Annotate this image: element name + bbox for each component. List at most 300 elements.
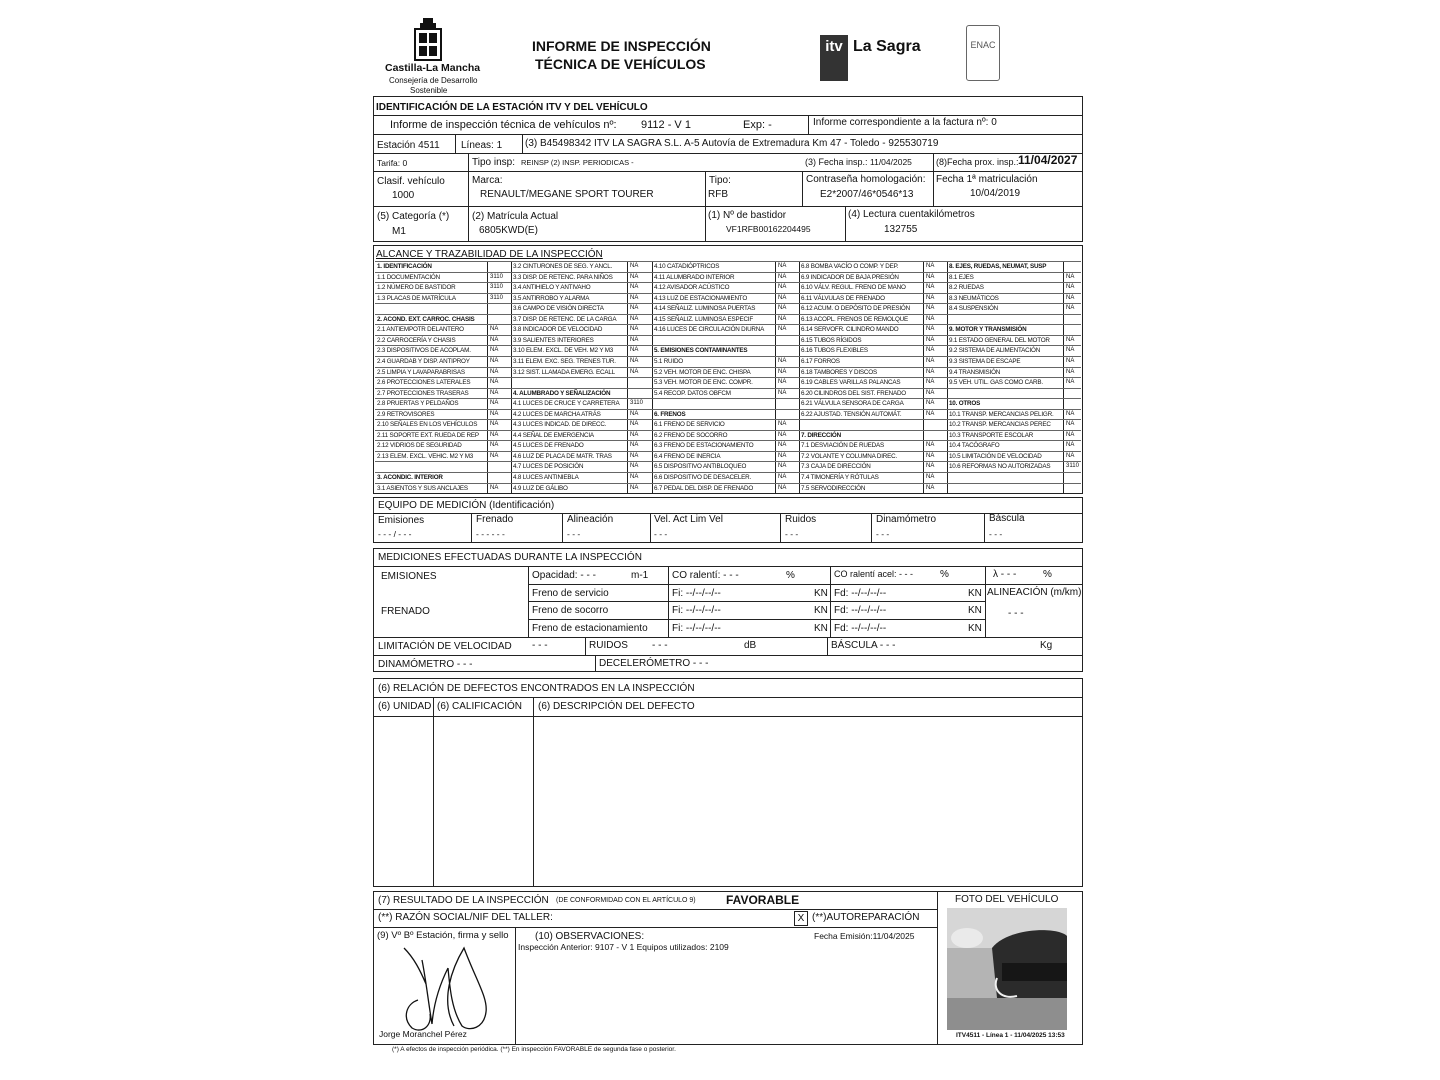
fecha-prox-label: (8)Fecha prox. insp.: <box>936 157 1019 167</box>
alcance-item: 4.16 LUCES DE CIRCULACIÓN DIURNA <box>654 325 765 333</box>
alcance-item-code: NA <box>490 411 499 417</box>
defectos-descripcion: (6) DESCRIPCIÓN DEL DEFECTO <box>538 701 695 712</box>
med-kn-4: KN <box>968 588 982 599</box>
alcance-item: 4.13 LUZ DE ESTACIONAMIENTO <box>654 294 748 302</box>
alcance-item-code: NA <box>490 421 499 427</box>
alcance-item: 2. ACOND. EXT. CARROC. CHASIS <box>377 315 475 323</box>
alcance-item: 6.12 ACUM. O DEPÓSITO DE PRESIÓN <box>801 304 910 312</box>
alcance-item: 3. ACONDIC. INTERIOR <box>377 473 443 481</box>
alcance-item: 2.5 LIMPIA Y LAVAPARABRISAS <box>377 368 465 376</box>
alcance-item: 6.16 TUBOS FLEXIBLES <box>801 346 868 354</box>
alcance-item-code: NA <box>778 421 787 427</box>
med-ruidos-value: - - - <box>652 640 668 651</box>
alcance-item: 3.3 DISP. DE RETENC. PARA NIÑOS <box>513 273 613 281</box>
med-lambda-unit: % <box>1043 569 1052 580</box>
alcance-item: 4.14 SEÑALIZ. LUMINOSA PUERTAS <box>654 304 756 312</box>
signature-icon <box>392 940 502 1038</box>
med-co-ralenti-unit: % <box>786 570 795 581</box>
alcance-item: 4.9 LUZ DE GÁLIBO <box>513 484 568 492</box>
med-dinamometro: DINAMÓMETRO - - - <box>378 659 473 670</box>
alcance-item-code: NA <box>926 485 935 491</box>
alcance-item: 7. DIRECCIÓN <box>801 431 841 439</box>
alcance-item: 7.2 VOLANTE Y COLUMNA DIREC. <box>801 452 897 460</box>
brand-name: La Sagra <box>853 38 921 55</box>
alcance-item-code: NA <box>1066 379 1075 385</box>
alcance-item-code: NA <box>630 463 639 469</box>
alcance-item: 6.9 INDICADOR DE BAJA PRESIÓN <box>801 273 899 281</box>
ident-section-title: IDENTIFICACIÓN DE LA ESTACIÓN ITV Y DEL VEHÍCULO <box>376 102 648 113</box>
alcance-item-code: NA <box>778 379 787 385</box>
alcance-item: 5.4 RECOP. DATOS OBFCM <box>654 389 731 397</box>
invoice-number: Informe correspondiente a la factura nº: 0 <box>813 117 997 128</box>
matricula-label: (2) Matrícula Actual <box>472 211 559 222</box>
alcance-item-code: NA <box>926 337 935 343</box>
defectos-unidad: (6) UNIDAD <box>378 701 432 712</box>
alcance-item-code: NA <box>490 400 499 406</box>
alcance-item: 2.10 SEÑALES EN LOS VEHÍCULOS <box>377 420 478 428</box>
contrasena-label: Contraseña homologación: <box>806 174 926 185</box>
alcance-item: 2.9 RETROVISORES <box>377 410 435 418</box>
resultado-label: (7) RESULTADO DE LA INSPECCIÓN <box>378 895 549 906</box>
alcance-item-code: NA <box>778 326 787 332</box>
med-opacidad-unit: m-1 <box>631 570 649 581</box>
alcance-item: 10.5 LIMITACIÓN DE VELOCIDAD <box>949 452 1042 460</box>
alcance-item-code: NA <box>778 316 787 322</box>
alcance-item-code: NA <box>1066 421 1075 427</box>
alcance-item: 9.3 SISTEMA DE ESCAPE <box>949 357 1021 365</box>
alcance-item: 10. OTROS <box>949 399 981 407</box>
alcance-item-code: NA <box>778 432 787 438</box>
alcance-item: 8.1 EJES <box>949 273 974 281</box>
alcance-item-code: NA <box>630 337 639 343</box>
equipo-emisiones-label: Emisiones <box>378 515 425 526</box>
alcance-item: 4.15 SEÑALIZ. LUMINOSA ESPECIF <box>654 315 753 323</box>
region-name: Castilla-La Mancha <box>385 62 481 74</box>
alcance-item-code: NA <box>630 411 639 417</box>
report-number: 9112 - V 1 <box>641 119 691 131</box>
photo-caption: ITV4511 - Línea 1 - 11/04/2025 13:53 <box>956 1032 1065 1039</box>
med-ruidos: RUIDOS <box>589 640 628 651</box>
alcance-item: 3.7 DISP. DE RETENC. DE LA CARGA <box>513 315 617 323</box>
alcance-item-code: NA <box>490 358 499 364</box>
tipo-value: RFB <box>708 189 728 200</box>
alcance-item: 10.4 TACÓGRAFO <box>949 441 1000 449</box>
equipo-vel-label: Vel. Act Lim Vel <box>654 514 723 525</box>
equipo-ruidos-label: Ruidos <box>785 514 817 525</box>
alcance-item-code: NA <box>490 369 499 375</box>
alcance-item: 4.7 LUCES DE POSICIÓN <box>513 462 584 470</box>
alcance-item-code: NA <box>630 358 639 364</box>
alcance-item: 4.1 LUCES DE CRUCE Y CARRETERA <box>513 399 620 407</box>
alcance-item-code: NA <box>926 316 935 322</box>
alcance-item-code: NA <box>630 453 639 459</box>
alcance-item-code: NA <box>778 369 787 375</box>
alcance-item: 9.4 TRANSMISIÓN <box>949 368 1001 376</box>
med-kn-2: KN <box>814 605 828 616</box>
alcance-item: 5. EMISIONES CONTAMINANTES <box>654 346 748 354</box>
alcance-item-code: NA <box>1066 453 1075 459</box>
alcance-item: 10.6 REFORMAS NO AUTORIZADAS <box>949 462 1051 470</box>
alcance-item-code: NA <box>778 442 787 448</box>
alcance-item-code: NA <box>630 326 639 332</box>
alcance-item-code: 3110 <box>1066 463 1079 469</box>
alcance-item: 6.18 TAMBORES Y DISCOS <box>801 368 877 376</box>
alcance-item-code: NA <box>490 390 499 396</box>
med-co-acel: CO ralentí acel: - - - <box>834 569 914 579</box>
alcance-item-code: NA <box>778 358 787 364</box>
alcance-item-code: NA <box>630 295 639 301</box>
alcance-item-code: NA <box>778 305 787 311</box>
alcance-item: 4. ALUMBRADO Y SEÑALIZACIÓN <box>513 389 611 397</box>
equipo-emisiones-value: - - - / - - - <box>378 529 412 539</box>
alcance-item-code: NA <box>926 284 935 290</box>
observaciones-label: (10) OBSERVACIONES: <box>535 931 645 942</box>
alcance-item-code: NA <box>1066 284 1075 290</box>
alcance-item: 6. FRENOS <box>654 410 686 418</box>
alcance-item-code: NA <box>1066 432 1075 438</box>
alcance-item-code: NA <box>1066 442 1075 448</box>
alcance-item-code: NA <box>630 274 639 280</box>
equipo-alineacion-label: Alineación <box>567 514 614 525</box>
alcance-item: 4.10 CATADIÓPTRICOS <box>654 262 720 270</box>
alcance-item-code: NA <box>926 453 935 459</box>
alcance-item-code: NA <box>630 369 639 375</box>
clasif-value: 1000 <box>392 190 415 201</box>
lectura-label: (4) Lectura cuentakilómetros <box>848 209 975 220</box>
med-frenado: FRENADO <box>381 606 430 617</box>
alcance-item-code: NA <box>778 274 787 280</box>
alcance-item-code: NA <box>630 474 639 480</box>
alcance-item-code: NA <box>1066 358 1075 364</box>
alcance-item-code: NA <box>630 305 639 311</box>
alcance-item-code: NA <box>778 485 787 491</box>
castilla-la-mancha-crest-icon <box>414 18 442 62</box>
alcance-item: 8.3 NEUMÁTICOS <box>949 294 999 302</box>
alcance-item: 2.13 ELEM. EXCL. VEHIC. M2 Y M3 <box>377 452 474 460</box>
alcance-item-code: NA <box>630 442 639 448</box>
alcance-item-code: NA <box>926 411 935 417</box>
alcance-item: 3.5 ANTIRROBO Y ALARMA <box>513 294 590 302</box>
alcance-item-code: NA <box>926 400 935 406</box>
alcance-item-code: NA <box>778 474 787 480</box>
report-label: Informe de inspección técnica de vehículos nº: <box>390 119 617 131</box>
alcance-item-code: 3110 <box>490 274 503 280</box>
tipo-insp-value: REINSP (2) INSP. PERIODICAS - <box>521 158 634 167</box>
alcance-item: 2.4 GUARDAB Y DISP. ANTIPROY <box>377 357 470 365</box>
alcance-item: 5.3 VEH. MOTOR DE ENC. COMPR. <box>654 378 753 386</box>
alcance-item: 2.7 PROTECCIONES TRASERAS <box>377 389 469 397</box>
alcance-item-code: NA <box>1066 347 1075 353</box>
alcance-item-code: NA <box>926 347 935 353</box>
equipo-title: EQUIPO DE MEDICIÓN (Identificación) <box>378 500 555 511</box>
equipo-ruidos-value: - - - <box>785 529 799 539</box>
alcance-item: 6.20 CILINDROS DEL SIST. FRENADO <box>801 389 906 397</box>
alcance-item-code: NA <box>1066 295 1075 301</box>
alcance-item: 7.4 TIMONERÍA Y RÓTULAS <box>801 473 879 481</box>
resultado-note: (DE CONFORMIDAD CON EL ARTÍCULO 9) <box>556 897 696 904</box>
alcance-item: 6.13 ACOPL. FRENOS DE REMOLQUE <box>801 315 909 323</box>
defectos-title: (6) RELACIÓN DE DEFECTOS ENCONTRADOS EN LA INSPECCIÓN <box>378 683 695 694</box>
alcance-item: 10.1 TRANSP. MERCANCIAS PELIGR. <box>949 410 1054 418</box>
alcance-item: 7.5 SERVODIRECCIÓN <box>801 484 866 492</box>
alcance-item: 2.3 DISPOSITIVOS DE ACOPLAM. <box>377 346 471 354</box>
vehicle-photo <box>947 908 1067 1030</box>
med-co-ralenti: CO ralentí: - - - <box>672 570 739 581</box>
alcance-item-code: NA <box>926 442 935 448</box>
alcance-item: 3.8 INDICADOR DE VELOCIDAD <box>513 325 603 333</box>
fecha-mat-label: Fecha 1ª matriculación <box>936 174 1038 185</box>
med-kn-6: KN <box>968 623 982 634</box>
autoreparacion-checkbox[interactable]: X <box>794 911 808 926</box>
alcance-item: 3.4 ANTIHIELO Y ANTIVAHO <box>513 283 591 291</box>
med-fi-socorro: Fi: --/--/--/-- <box>672 605 721 616</box>
alcance-item-code: NA <box>490 379 499 385</box>
alcance-item: 3.9 SALIENTES INTERIORES <box>513 336 594 344</box>
alcance-item-code: NA <box>630 347 639 353</box>
company-info: (3) B45498342 ITV LA SAGRA S.L. A-5 Autovía de Extremadura Km 47 - Toledo - 925530719 <box>525 138 939 149</box>
alcance-item: 6.8 BOMBA VACÍO O COMP. Y DEP. <box>801 262 899 270</box>
alcance-item: 4.5 LUCES DE FRENADO <box>513 441 584 449</box>
alcance-item-code: NA <box>490 347 499 353</box>
alcance-item: 10.2 TRANSP. MERCANCIAS PEREC <box>949 420 1051 428</box>
med-alineacion: ALINEACIÓN (m/km) <box>987 587 1082 598</box>
lines-count: Líneas: 1 <box>461 140 503 151</box>
alcance-item: 6.2 FRENO DE SOCORRO <box>654 431 728 439</box>
alcance-item-code: NA <box>1066 337 1075 343</box>
med-bascula-unit: Kg <box>1040 640 1053 651</box>
alcance-item-code: NA <box>778 295 787 301</box>
fecha-mat-value: 10/04/2019 <box>970 188 1021 199</box>
alcance-item-code: 3110 <box>490 284 503 290</box>
alcance-item: 8. EJES, RUEDAS, NEUMAT, SUSP <box>949 262 1047 270</box>
alcance-item: 2.2 CARROCERÍA Y CHASIS <box>377 336 456 344</box>
alcance-item-code: NA <box>490 432 499 438</box>
alcance-item: 3.12 SIST. LLAMADA EMERG. ECALL <box>513 368 615 376</box>
alcance-item: 1.3 PLACAS DE MATRÍCULA <box>377 294 456 302</box>
alcance-item-code: NA <box>778 453 787 459</box>
alcance-item-code: NA <box>926 474 935 480</box>
alcance-item: 6.17 FORROS <box>801 357 840 365</box>
med-bascula: BÁSCULA - - - <box>831 640 896 651</box>
alcance-item: 3.2 CINTURONES DE SEG. Y ANCL. <box>513 262 613 270</box>
alcance-item: 4.6 LUZ DE PLACA DE MATR. TRAS <box>513 452 612 460</box>
alcance-item: 5.2 VEH. MOTOR DE ENC. CHISPA <box>654 368 751 376</box>
alcance-item-code: NA <box>778 463 787 469</box>
footnote: (*) A efectos de inspección periódica. (**) En inspección FAVORABLE de segunda fase o posterior. <box>392 1046 676 1053</box>
med-fd-servicio: Fd: --/--/--/-- <box>834 588 887 599</box>
med-limitacion-value: - - - <box>532 640 548 651</box>
alcance-item: 2.6 PROTECCIONES LATERALES <box>377 378 471 386</box>
station-id: Estación 4511 <box>377 140 440 151</box>
alcance-item: 4.4 SEÑAL DE EMERGENCIA <box>513 431 594 439</box>
equipo-frenado-label: Frenado <box>476 514 514 525</box>
alcance-item-code: NA <box>630 263 639 269</box>
alcance-item-code: NA <box>1066 305 1075 311</box>
alcance-item: 4.2 LUCES DE MARCHA ATRÁS <box>513 410 601 418</box>
alcance-item-code: NA <box>926 463 935 469</box>
alcance-item: 1.2 NÚMERO DE BASTIDOR <box>377 283 456 291</box>
alcance-item-code: NA <box>926 369 935 375</box>
marca-value: RENAULT/MEGANE SPORT TOURER <box>480 189 654 200</box>
alcance-item: 9.1 ESTADO GENERAL DEL MOTOR <box>949 336 1050 344</box>
alcance-item-code: NA <box>926 358 935 364</box>
alcance-item-code: NA <box>778 263 787 269</box>
alcance-item: 4.12 AVISADOR ACÚSTICO <box>654 283 730 291</box>
alcance-item: 6.1 FRENO DE SERVICIO <box>654 420 725 428</box>
region-sub2: Sostenible <box>410 86 448 95</box>
med-kn-3: KN <box>814 623 828 634</box>
alcance-item: 9. MOTOR Y TRANSMISIÓN <box>949 325 1027 333</box>
foto-title: FOTO DEL VEHÍCULO <box>955 894 1059 905</box>
alcance-item-code: NA <box>490 326 499 332</box>
contrasena-value: E2*2007/46*0546*13 <box>820 189 914 200</box>
lectura-value: 132755 <box>884 224 918 235</box>
enac-seal: ENAC <box>966 25 1000 81</box>
clasif-label: Clasif. vehículo <box>377 176 445 187</box>
med-freno-socorro: Freno de socorro <box>532 605 609 616</box>
categoria-label: (5) Categoría (*) <box>377 211 450 222</box>
med-decelerometro: DECELERÓMETRO - - - <box>599 658 709 669</box>
autoreparacion-label: (**)AUTOREPARACIÓN <box>812 912 920 923</box>
alcance-item-code: NA <box>630 316 639 322</box>
alcance-item: 2.1 ANTIEMPOTR DELANTERO <box>377 325 464 333</box>
alcance-item-code: NA <box>778 390 787 396</box>
alcance-item-code: NA <box>1066 411 1075 417</box>
equipo-bascula-label: Báscula <box>989 513 1025 524</box>
taller-label: (**) RAZÓN SOCIAL/NIF DEL TALLER: <box>378 912 553 923</box>
equipo-vel-value: - - - <box>654 529 668 539</box>
fecha-insp: 11/04/2025 <box>870 157 912 167</box>
categoria-value: M1 <box>392 226 406 237</box>
alcance-item: 3.6 CAMPO DE VISIÓN DIRECTA <box>513 304 604 312</box>
alcance-item: 6.14 SERVOFR. CILINDRO MANDO <box>801 325 899 333</box>
alcance-item: 1. IDENTIFICACIÓN <box>377 262 432 270</box>
med-fd-estacionamiento: Fd: --/--/--/-- <box>834 623 887 634</box>
marca-label: Marca: <box>472 175 503 186</box>
tarifa: Tarifa: 0 <box>377 158 408 168</box>
med-co-acel-unit: % <box>940 569 949 580</box>
alcance-item-code: NA <box>926 305 935 311</box>
alcance-item: 3.1 ASIENTOS Y SUS ANCLAJES <box>377 484 468 492</box>
car-photo-icon <box>947 908 1067 1030</box>
alcance-title: ALCANCE Y TRAZABILIDAD DE LA INSPECCIÓN <box>376 249 603 260</box>
alcance-item: 7.1 DESVIACIÓN DE RUEDAS <box>801 441 885 449</box>
alcance-item-code: NA <box>926 379 935 385</box>
alcance-item-code: 3110 <box>490 295 503 301</box>
observaciones-text: Inspección Anterior: 9107 - V 1 Equipos utilizados: 2109 <box>518 942 729 952</box>
alcance-item-code: NA <box>630 421 639 427</box>
fecha-prox: 11/04/2027 <box>1018 153 1078 167</box>
mediciones-title: MEDICIONES EFECTUADAS DURANTE LA INSPECCIÓN <box>378 552 642 563</box>
alcance-item-code: NA <box>490 442 499 448</box>
med-opacidad: Opacidad: - - - <box>532 570 596 581</box>
equipo-dinamometro-label: Dinamómetro <box>876 514 937 525</box>
alcance-item: 6.21 VÁLVULA SENSORA DE CARGA <box>801 399 904 407</box>
tipo-insp-label: Tipo insp: <box>472 157 515 168</box>
fecha-insp-label: (3) Fecha insp.: <box>805 157 868 167</box>
alcance-item: 3.10 ELEM. EXCL. DE VEH. M2 Y M3 <box>513 346 614 354</box>
equipo-alineacion-value: - - - <box>567 529 581 539</box>
alcance-item-code: NA <box>926 326 935 332</box>
alcance-item: 9.5 VEH. UTIL. GAS COMO CARB. <box>949 378 1043 386</box>
alcance-item-code: NA <box>926 295 935 301</box>
alcance-item: 8.4 SUSPENSIÓN <box>949 304 998 312</box>
equipo-bascula-value: - - - <box>989 529 1003 539</box>
resultado-value: FAVORABLE <box>726 893 800 907</box>
doc-title-line1: INFORME DE INSPECCIÓN <box>532 38 711 54</box>
bastidor-value: VF1RFB00162204495 <box>726 224 811 234</box>
signer-name: Jorge Moranchel Pérez <box>379 1029 467 1039</box>
alcance-item-code: NA <box>490 337 499 343</box>
bastidor-label: (1) Nº de bastidor <box>708 210 787 221</box>
alcance-item-code: NA <box>1066 274 1075 280</box>
alcance-item-code: NA <box>630 432 639 438</box>
region-sub1: Consejería de Desarrollo <box>389 76 478 85</box>
alcance-item: 5.1 RUIDO <box>654 357 683 365</box>
fecha-emision: Fecha Emisión:11/04/2025 <box>814 931 915 941</box>
alcance-item: 8.2 RUEDAS <box>949 283 984 291</box>
alcance-item: 6.6 DISPOSITIVO DE DESACELER. <box>654 473 752 481</box>
alcance-item-code: NA <box>926 390 935 396</box>
alcance-item-code: NA <box>778 284 787 290</box>
med-limitacion: LIMITACIÓN DE VELOCIDAD <box>378 641 512 652</box>
alcance-item: 4.11 ALUMBRADO INTERIOR <box>654 273 735 281</box>
alcance-item: 4.3 LUCES INDICAD. DE DIRECC. <box>513 420 607 428</box>
alcance-item: 6.22 AJUSTAD. TENSIÓN AUTOMÁT. <box>801 410 902 418</box>
med-fi-servicio: Fi: --/--/--/-- <box>672 588 721 599</box>
tipo-label: Tipo: <box>709 175 731 186</box>
alcance-item-code: 3110 <box>630 400 643 406</box>
alcance-item: 1.1 DOCUMENTACIÓN <box>377 273 440 281</box>
alcance-item: 2.8 PRUERTAS Y PELDAÑOS <box>377 399 459 407</box>
med-fd-socorro: Fd: --/--/--/-- <box>834 605 887 616</box>
med-kn-5: KN <box>968 605 982 616</box>
alcance-item: 6.4 FRENO DE INERCIA <box>654 452 721 460</box>
med-kn-1: KN <box>814 588 828 599</box>
med-freno-estacionamiento: Freno de estacionamiento <box>532 623 648 634</box>
med-fi-estacionamiento: Fi: --/--/--/-- <box>672 623 721 634</box>
med-emisiones: EMISIONES <box>381 571 437 582</box>
matricula-value: 6805KWD(E) <box>479 225 538 236</box>
alcance-item-code: NA <box>926 274 935 280</box>
alcance-item: 6.5 DISPOSITIVO ANTIBLOQUEO <box>654 462 747 470</box>
med-ruidos-unit: dB <box>744 640 757 651</box>
med-lambda: λ - - - <box>993 569 1017 580</box>
alcance-item: 6.19 CABLES VARILLAS PALANCAS <box>801 378 901 386</box>
exp-number: Exp: - <box>743 119 772 131</box>
equipo-frenado-value: - - - - - - <box>476 529 505 539</box>
med-alineacion-value: - - - <box>1008 608 1024 619</box>
alcance-item: 6.3 FRENO DE ESTACIONAMIENTO <box>654 441 754 449</box>
alcance-item: 9.2 SISTEMA DE ALIMENTACIÓN <box>949 346 1041 354</box>
alcance-item-code: NA <box>490 453 499 459</box>
alcance-item-code: NA <box>630 284 639 290</box>
alcance-item: 6.11 VÁLVULAS DE FRENADO <box>801 294 885 302</box>
alcance-item-code: NA <box>490 485 499 491</box>
med-freno-servicio: Freno de servicio <box>532 588 609 599</box>
alcance-item-code: NA <box>926 263 935 269</box>
alcance-item: 4.8 LUCES ANTINIEBLA <box>513 473 579 481</box>
alcance-item: 3.11 ELEM. EXC. SEG. TRENES TUR. <box>513 357 616 365</box>
equipo-dinamometro-value: - - - <box>876 529 890 539</box>
firma-label: (9) Vº Bº Estación, firma y sello <box>377 930 509 941</box>
alcance-item: 6.10 VÁLV. REGUL. FRENO DE MANO <box>801 283 906 291</box>
alcance-item: 6.7 PEDAL DEL DISP. DE FRENADO <box>654 484 754 492</box>
itv-badge: itv <box>820 35 848 81</box>
alcance-item-code: NA <box>630 485 639 491</box>
alcance-item: 6.15 TUBOS RÍGIDOS <box>801 336 862 344</box>
alcance-item-code: NA <box>1066 369 1075 375</box>
